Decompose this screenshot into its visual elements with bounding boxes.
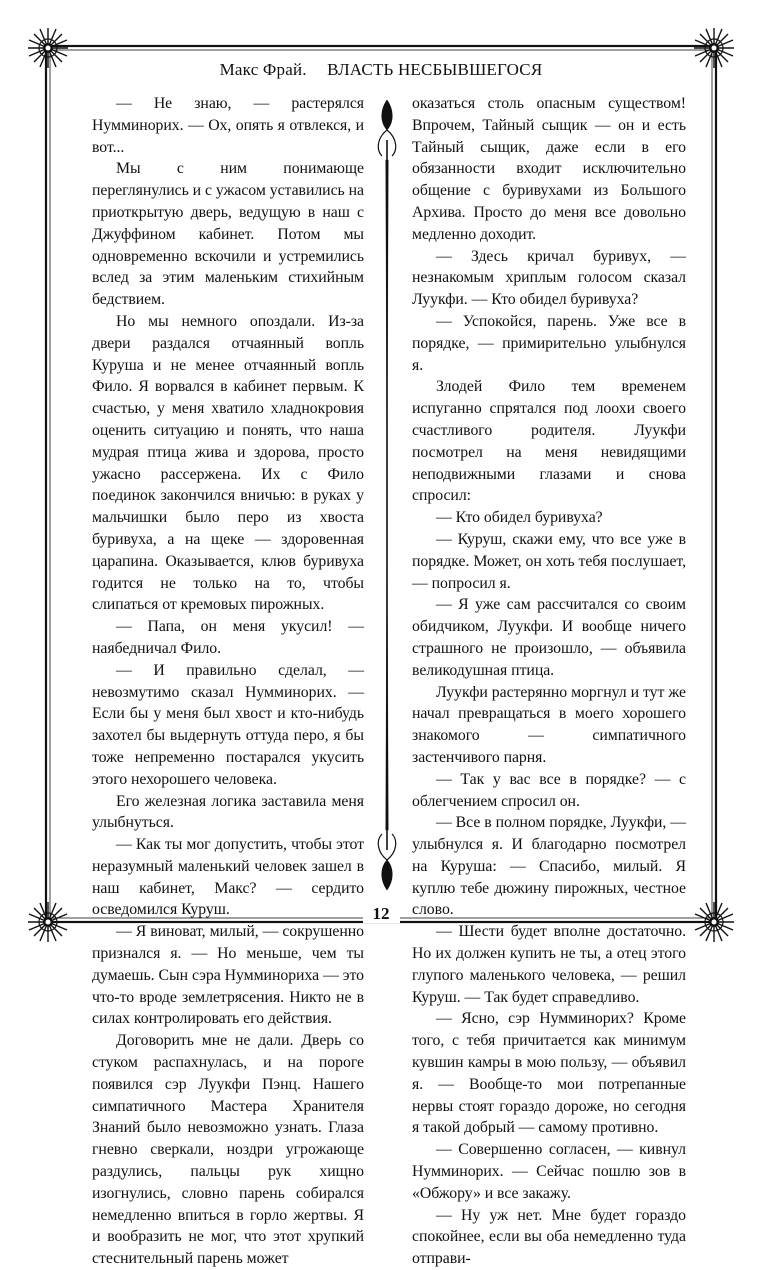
header-book-title: ВЛАСТЬ НЕСБЫВШЕГОСЯ (319, 60, 550, 79)
paragraph: — Ясно, сэр Нумминорих? Кроме того, с тебя причитается как минимум кувшин камры в мою пользу, — объявил я. — Вообще-то мои потрепанные нервы стоят гораздо дороже, но сегодня я такой добрый — самому противно. (412, 1010, 686, 1137)
paragraph: Договорить мне не дали. Дверь со стуком распахнулась, и на пороге появился сэр Луукфи Пэнц. Нашего симпатичного Мастера Хранителя Знаний было невозможно узнать. Глаза гневно сверкали, ноздри угрожающе раздулись, пальцы рук хищно изогнулись, словно парень собирался немедленно впиться в горло жертвы. Я и вообразить не мог, что этот хрупкий стеснительный парень может (92, 1032, 364, 1268)
right-text-column (412, 93, 686, 1270)
paragraph: — Не знаю, — растерялся Нумминорих. — Ох, опять я отвлекся, и вот... (92, 95, 364, 156)
paragraph: оказаться столь опасным существом! Впрочем, Тайный сыщик — он и есть Тайный сыщик, даже если в его обязанности входит исключительно общение с буривухами из Большого Архива. Просто до меня все довольно медленно доходит. (412, 95, 686, 243)
paragraph: — Здесь кричал буривух, — незнакомым хриплым голосом сказал Луукфи. — Кто обидел буривуха? (412, 247, 686, 309)
paragraph: Луукфи растерянно моргнул и тут же начал превращаться в моего хорошего знакомого — симпатичного застенчивого парня. (412, 683, 686, 766)
paragraph: Мы с ним понимающе переглянулись и с ужасом уставились на приоткрытую дверь, ведущую в наш с Джуффином кабинет. Потом мы одновременно вскочили и устремились вслед за этим маленьким стихийным бедствием. (92, 160, 364, 309)
paragraph: — Совершенно согласен, — кивнул Нумминорих. — Сейчас пошлю зов в «Обжору» и все закажу. (412, 1141, 686, 1202)
paragraph: Злодей Фило тем временем испуганно спрятался под лоохи своего счастливого родителя. Луукфи посмотрел на меня невидящими неподвижными глазами и снова спросил: (412, 378, 686, 505)
paragraph: — Так у вас все в порядке? — с облегчением спросил он. (412, 770, 686, 810)
paragraph: — Куруш, скажи ему, что все уже в порядке. Может, он хоть тебя послушает, — попросил я. (412, 530, 686, 592)
paragraph: — Папа, он меня укусил! — наябедничал Фило. (92, 618, 364, 657)
page-number: 12 (0, 904, 762, 924)
paragraph: — Я виноват, милый, — сокрушенно признался я. — Но меньше, чем ты думаешь. Сын сэра Нумминориха — это что-то вроде землетрясения. Никто не в силах контролировать его действия. (92, 923, 364, 1028)
paragraph: Его железная логика заставила меня улыбнуться. (92, 792, 364, 832)
running-header (0, 58, 762, 82)
paragraph: — Как ты мог допустить, чтобы этот неразумный маленький человек зашел в наш кабинет, Макс? — сердито осведомился Куруш. (92, 836, 364, 919)
header-author: Макс Фрай. (212, 60, 315, 79)
paragraph: Но мы немного опоздали. Из-за двери раздался отчаянный вопль Куруша и не менее отчаянный вопль Фило. Я ворвался в кабинет первым. К счастью, у меня хватило хладнокровия оценить ситуацию и понять, что наша мудрая птица жива и здорова, просто ужасно рассержена. Их с Фило поединок закончился вничью: в руках у мальчишки было перо из хвоста буривуха, а на щеке — здоровенная царапина. Оказывается, клюв буривуха годится не только на то, чтобы слипаться от кремовых пирожных. (92, 312, 364, 614)
paragraph: — И правильно сделал, — невозмутимо сказал Нумминорих. — Если бы у меня был хвост и кто-нибудь захотел бы выдернуть оттуда перо, я бы тоже непременно постарался укусить этого нехорошего человека. (92, 661, 364, 788)
paragraph: — Я уже сам рассчитался со своим обидчиком, Луукфи. И вообще ничего страшного не произошло, — объявила великодушная птица. (412, 596, 686, 679)
paragraph: — Успокойся, парень. Уже все в порядке, — примирительно улыбнулся я. (412, 312, 686, 374)
paragraph: — Все в полном порядке, Луукфи, — улыбнулся я. И благодарно посмотрел на Куруша: — Спасибо, милый. Я куплю тебе дюжину пирожных, честное слово. (412, 814, 686, 919)
left-text-column (92, 93, 364, 1270)
column-divider-ornament (372, 100, 402, 890)
paragraph: — Ну уж нет. Мне будет гораздо спокойнее, если вы оба немедленно туда отправи- (412, 1206, 686, 1268)
paragraph: — Кто обидел буривуха? (436, 509, 603, 527)
paragraph: — Шести будет вполне достаточно. Но их должен купить не ты, а отец этого глупого маленького человека, — решил Куруш. — Так будет справедливо. (412, 923, 686, 1006)
